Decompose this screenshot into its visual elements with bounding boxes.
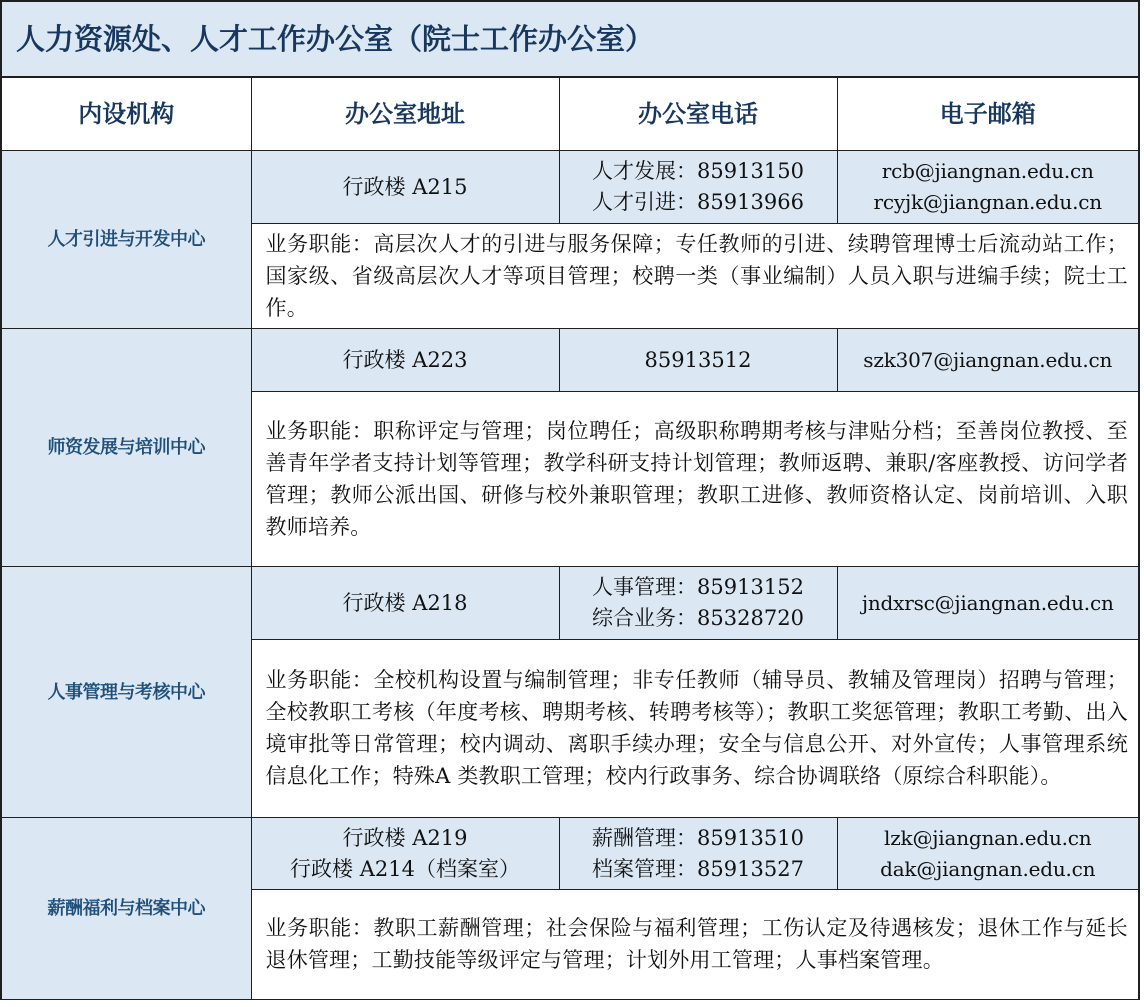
phone-line: 综合业务：85328720 <box>592 606 804 630</box>
address-line: 行政楼 A219 <box>342 825 468 850</box>
office-email <box>837 151 1138 224</box>
section-info-row <box>2 818 1138 890</box>
section-info-row <box>2 329 1138 392</box>
dept-name: 师资发展与培训中心 <box>2 329 251 567</box>
directory-table <box>2 78 1138 1000</box>
office-phone <box>559 151 837 224</box>
address-line: 行政楼 A218 <box>342 590 468 615</box>
email-link[interactable]: szk307@jiangnan.edu.cn <box>863 347 1113 372</box>
phone-line: 人才引进：85913966 <box>592 190 804 214</box>
phone-line: 人事管理：85913152 <box>592 575 804 599</box>
page-title: 人力资源处、人才工作办公室（院士工作办公室） <box>2 2 1138 78</box>
email-link[interactable]: rcyjk@jiangnan.edu.cn <box>873 190 1102 214</box>
phone-line: 薪酬管理：85913510 <box>592 825 804 850</box>
header-dept: 内设机构 <box>2 78 251 151</box>
office-phone <box>559 329 837 392</box>
office-email <box>837 818 1138 890</box>
section-info-row <box>2 151 1138 224</box>
phone-line: 85913512 <box>644 347 752 372</box>
duty-text: 业务职能：高层次人才的引进与服务保障；专任教师的引进、续聘管理博士后流动站工作；国家级、省级高层次人才等项目管理；校聘一类（事业编制）人员入职与进编手续；院士工作。 <box>251 224 1138 329</box>
address-line: 行政楼 A223 <box>342 347 468 372</box>
email-link[interactable]: jndxrsc@jiangnan.edu.cn <box>861 590 1114 615</box>
header-email: 电子邮箱 <box>837 78 1138 151</box>
office-address <box>251 329 559 392</box>
office-phone <box>559 567 837 640</box>
office-email <box>837 329 1138 392</box>
phone-line: 档案管理：85913527 <box>592 856 804 881</box>
office-address <box>251 818 559 890</box>
duty-text: 业务职能：教职工薪酬管理；社会保险与福利管理；工伤认定及待遇核发；退休工作与延长退休管理；工勤技能等级评定与管理；计划外用工管理；人事档案管理。 <box>251 890 1138 1000</box>
duty-text: 业务职能：全校机构设置与编制管理；非专任教师（辅导员、教辅及管理岗）招聘与管理；全校教职工考核（年度考核、聘期考核、转聘考核等）；教职工奖惩管理；教职工考勤、出入境审批等日常管理；校内调动、离职手续办理；安全与信息公开、对外宣传；人事管理系统信息化工作；特殊A 类教职工管理；校内行政事务、综合协调联络（原综合科职能）。 <box>251 640 1138 818</box>
header-row <box>2 78 1138 151</box>
section-info-row <box>2 567 1138 640</box>
email-link[interactable]: rcb@jiangnan.edu.cn <box>881 159 1094 183</box>
office-phone <box>559 818 837 890</box>
dept-name: 人才引进与开发中心 <box>2 151 251 329</box>
office-address <box>251 151 559 224</box>
dept-name: 薪酬福利与档案中心 <box>2 818 251 1000</box>
duty-text: 业务职能：职称评定与管理；岗位聘任；高级职称聘期考核与津贴分档；至善岗位教授、至善青年学者支持计划等管理；教学科研支持计划管理；教师返聘、兼职/客座教授、访问学者管理；教师公派出国、研修与校外兼职管理；教职工进修、教师资格认定、岗前培训、入职教师培养。 <box>251 392 1138 567</box>
header-phone: 办公室电话 <box>559 78 837 151</box>
address-line: 行政楼 A214（档案室） <box>290 856 520 881</box>
office-address <box>251 567 559 640</box>
dept-name: 人事管理与考核中心 <box>2 567 251 818</box>
email-link[interactable]: lzk@jiangnan.edu.cn <box>884 825 1092 850</box>
office-email <box>837 567 1138 640</box>
phone-line: 人才发展：85913150 <box>592 159 804 183</box>
email-link[interactable]: dak@jiangnan.edu.cn <box>880 856 1096 881</box>
address-line: 行政楼 A215 <box>342 174 468 199</box>
header-address: 办公室地址 <box>251 78 559 151</box>
